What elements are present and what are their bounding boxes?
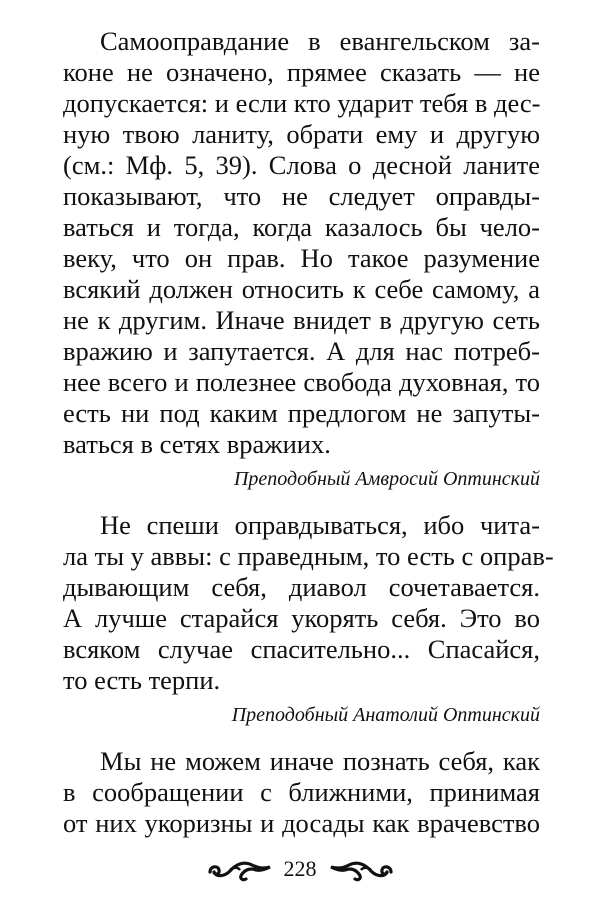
passage [63,746,540,839]
text-line: Мы не можем иначе познать себя, как [100,746,540,776]
text-line: ваться и тогда, когда казалось бы чело- [63,212,540,242]
passage [63,510,554,746]
text-line: от них укоризны и досады как врачевство [63,808,540,838]
passage [63,26,540,510]
ornament-right-icon [325,856,395,882]
text-line: есть ни под каким предлогом не запуты- [63,398,540,428]
text-line: показывают, что не следует оправды- [63,181,540,211]
text-line: в сообращении с ближними, принимая [63,777,540,807]
passage-gap [63,495,540,510]
text-line: Не спеши оправдываться, ибо чита- [100,510,540,540]
attribution: Преподобный Амвросий Оптинский [233,468,540,490]
passage-gap [63,731,540,746]
text-line: ную твою ланиту, обрати ему и другую [63,119,540,149]
page-footer [0,856,600,882]
text-line: А лучше старайся укорять себя. Это во [63,603,540,633]
text-line: Самооправдание в евангельском за- [100,26,540,56]
text-line: коне не означено, прямее сказать — не [63,57,540,87]
text-line: то есть терпи. [63,665,221,695]
text-line: вражию и запутается. А для нас потреб- [63,336,540,366]
page-body [63,26,554,839]
page-number: 228 [283,856,317,881]
text-line: ваться в сетях вражиих. [63,429,331,459]
text-line: (см.: Мф. 5, 39). Слова о десной ланите [63,150,540,180]
text-line: веку, что он прав. Но такое разумение [63,243,540,273]
text-line: всяком случае спасительно... Спасайся, [63,634,540,664]
text-line: допускается: и если кто ударит тебя в дес- [63,88,541,118]
text-line: ла ты у аввы: с праведным, то есть с оправ- [63,541,554,571]
text-line: нее всего и полезнее свобода духовная, то [63,367,540,397]
text-line: всякий должен относить к себе самому, а [63,274,540,304]
attribution: Преподобный Анатолий Оптинский [231,704,540,726]
ornament-left-icon [206,856,276,882]
text-line: не к другим. Иначе внидет в другую сеть [63,305,540,335]
text-line: дывающим себя, диавол сочетавается. [63,572,540,602]
